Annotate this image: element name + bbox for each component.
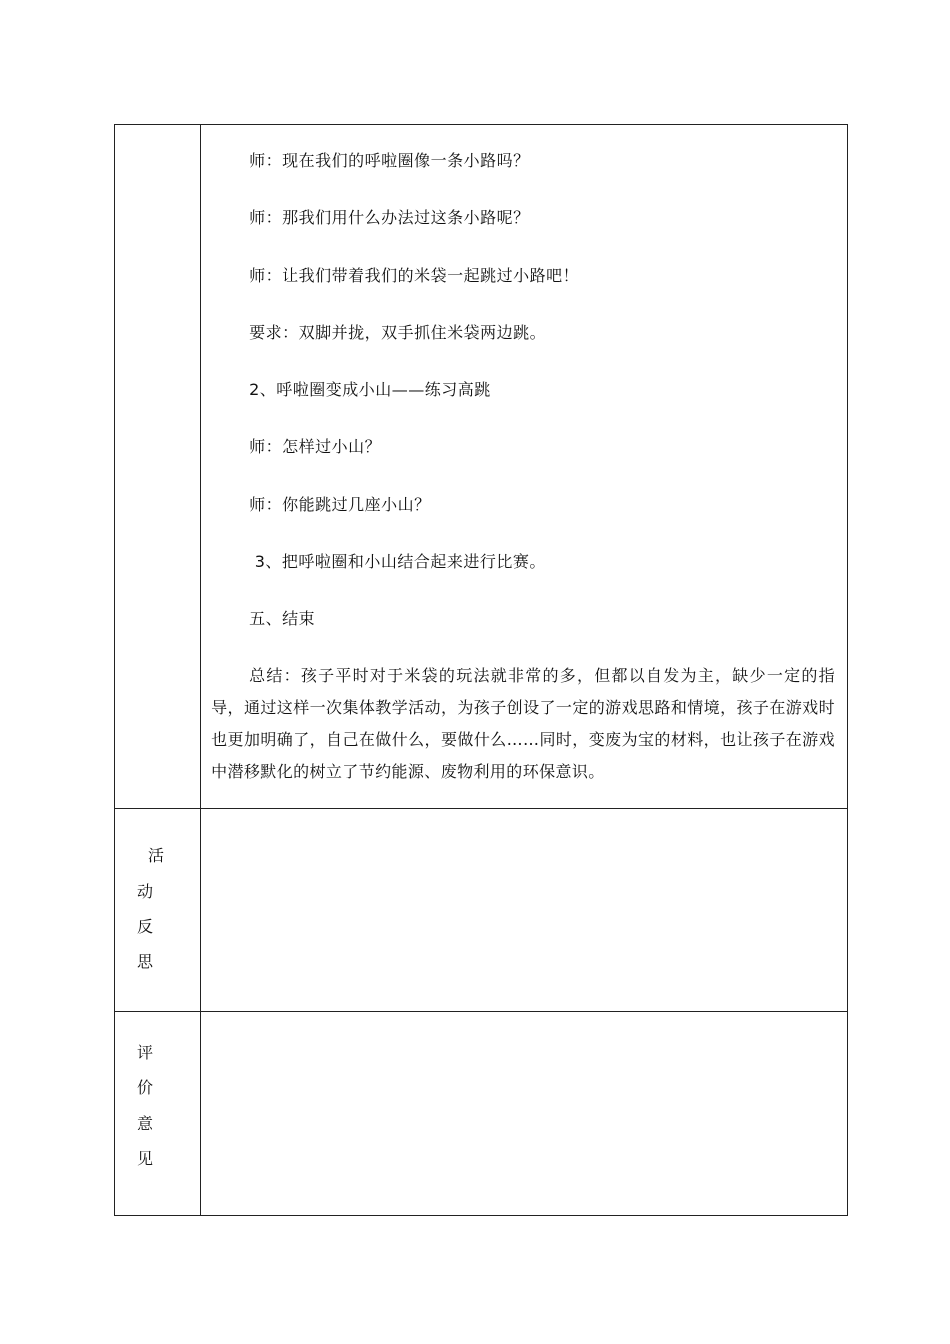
- lesson-line-7: 师：你能跳过几座小山？: [249, 495, 431, 514]
- step-text: 、呼啦圈变成小山——练习高跳: [259, 380, 491, 399]
- step-number: 3: [249, 552, 266, 571]
- evaluation-label-char-4: 见: [137, 1149, 154, 1168]
- reflection-label-char-3: 反: [137, 917, 154, 936]
- reflection-label-cell: [115, 809, 201, 1012]
- lesson-line-5: [249, 380, 491, 400]
- step-text: 、把呼啦圈和小山结合起来进行比赛。: [265, 552, 546, 571]
- reflection-label-char-2: 动: [137, 882, 154, 901]
- reflection-label-char-4: 思: [137, 952, 154, 971]
- lesson-line-6: 师：怎样过小山？: [249, 437, 382, 456]
- evaluation-content-cell: [201, 1012, 848, 1216]
- evaluation-label-char-2: 价: [137, 1078, 154, 1097]
- lesson-line-1: 师：现在我们的呼啦圈像一条小路吗？: [249, 151, 530, 170]
- evaluation-label-cell: [115, 1012, 201, 1216]
- evaluation-row: [115, 1012, 848, 1216]
- lesson-line-4: 要求：双脚并拢，双手抓住米袋两边跳。: [249, 323, 547, 342]
- reflection-label-char-1: 活: [148, 846, 165, 865]
- activity-reflection-row: [115, 809, 848, 1012]
- lesson-line-2: 师：那我们用什么办法过这条小路呢？: [249, 208, 530, 227]
- lesson-line-3: 师：让我们带着我们的米袋一起跳过小路吧！: [249, 266, 580, 285]
- lesson-line-8: [249, 552, 546, 572]
- evaluation-label-char-1: 评: [137, 1043, 154, 1062]
- lesson-process-row: [115, 125, 848, 809]
- reflection-content-cell: [201, 809, 848, 1012]
- lesson-line-9: 五、结束: [249, 609, 316, 628]
- lesson-label-cell: [115, 125, 201, 809]
- lesson-content-cell: [201, 125, 848, 809]
- lesson-plan-table: [114, 124, 848, 1216]
- evaluation-label-char-3: 意: [137, 1114, 154, 1133]
- step-number: 2: [249, 380, 260, 399]
- lesson-summary-paragraph: 总结：孩子平时对于米袋的玩法就非常的多，但都以自发为主，缺少一定的指导，通过这样一次集体教学活动，为孩子创设了一定的游戏思路和情境，孩子在游戏时也更加明确了，自己在做什么，要做什么……同时，变废为宝的材料，也让孩子在游戏中潜移默化的树立了节约能源、废物利用的环保意识。: [211, 666, 835, 781]
